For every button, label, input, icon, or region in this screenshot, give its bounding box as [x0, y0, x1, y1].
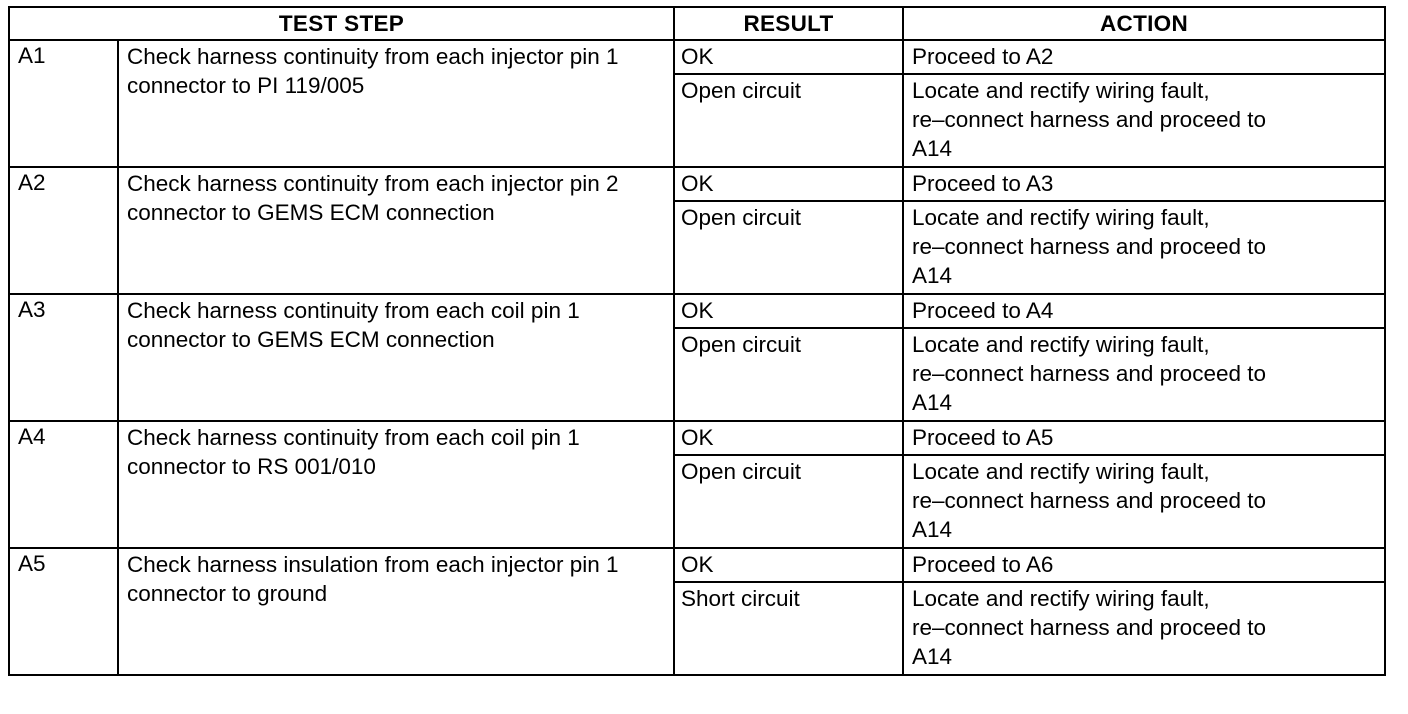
step-id: A3 [9, 294, 118, 421]
result-fail: Open circuit [674, 328, 903, 421]
header-row [9, 7, 1385, 40]
result-fail: Open circuit [674, 455, 903, 548]
table-row [9, 548, 1385, 582]
result-ok: OK [674, 548, 903, 582]
result-fail: Short circuit [674, 582, 903, 675]
action-fail: Locate and rectify wiring fault, re–connect harness and proceed to A14 [903, 74, 1385, 167]
step-description: Check harness insulation from each injector pin 1 connector to ground [118, 548, 674, 675]
header-test-step: TEST STEP [9, 7, 674, 40]
table-row [9, 294, 1385, 328]
table-row [9, 40, 1385, 74]
action-ok: Proceed to A2 [903, 40, 1385, 74]
header-action: ACTION [903, 7, 1385, 40]
action-ok: Proceed to A3 [903, 167, 1385, 201]
step-id: A2 [9, 167, 118, 294]
result-ok: OK [674, 421, 903, 455]
step-description: Check harness continuity from each injector pin 1 connector to PI 119/005 [118, 40, 674, 167]
action-fail: Locate and rectify wiring fault, re–connect harness and proceed to A14 [903, 328, 1385, 421]
step-description: Check harness continuity from each coil pin 1 connector to RS 001/010 [118, 421, 674, 548]
header-result: RESULT [674, 7, 903, 40]
result-ok: OK [674, 40, 903, 74]
result-ok: OK [674, 167, 903, 201]
step-id: A1 [9, 40, 118, 167]
step-id: A5 [9, 548, 118, 675]
action-fail: Locate and rectify wiring fault, re–connect harness and proceed to A14 [903, 455, 1385, 548]
steps-body [9, 40, 1385, 675]
result-fail: Open circuit [674, 201, 903, 294]
step-id: A4 [9, 421, 118, 548]
result-fail: Open circuit [674, 74, 903, 167]
step-description: Check harness continuity from each injector pin 2 connector to GEMS ECM connection [118, 167, 674, 294]
result-ok: OK [674, 294, 903, 328]
action-ok: Proceed to A4 [903, 294, 1385, 328]
action-fail: Locate and rectify wiring fault, re–connect harness and proceed to A14 [903, 201, 1385, 294]
diagnostic-table [8, 6, 1386, 676]
action-fail: Locate and rectify wiring fault, re–connect harness and proceed to A14 [903, 582, 1385, 675]
action-ok: Proceed to A6 [903, 548, 1385, 582]
step-description: Check harness continuity from each coil pin 1 connector to GEMS ECM connection [118, 294, 674, 421]
table-row [9, 167, 1385, 201]
action-ok: Proceed to A5 [903, 421, 1385, 455]
table-row [9, 421, 1385, 455]
